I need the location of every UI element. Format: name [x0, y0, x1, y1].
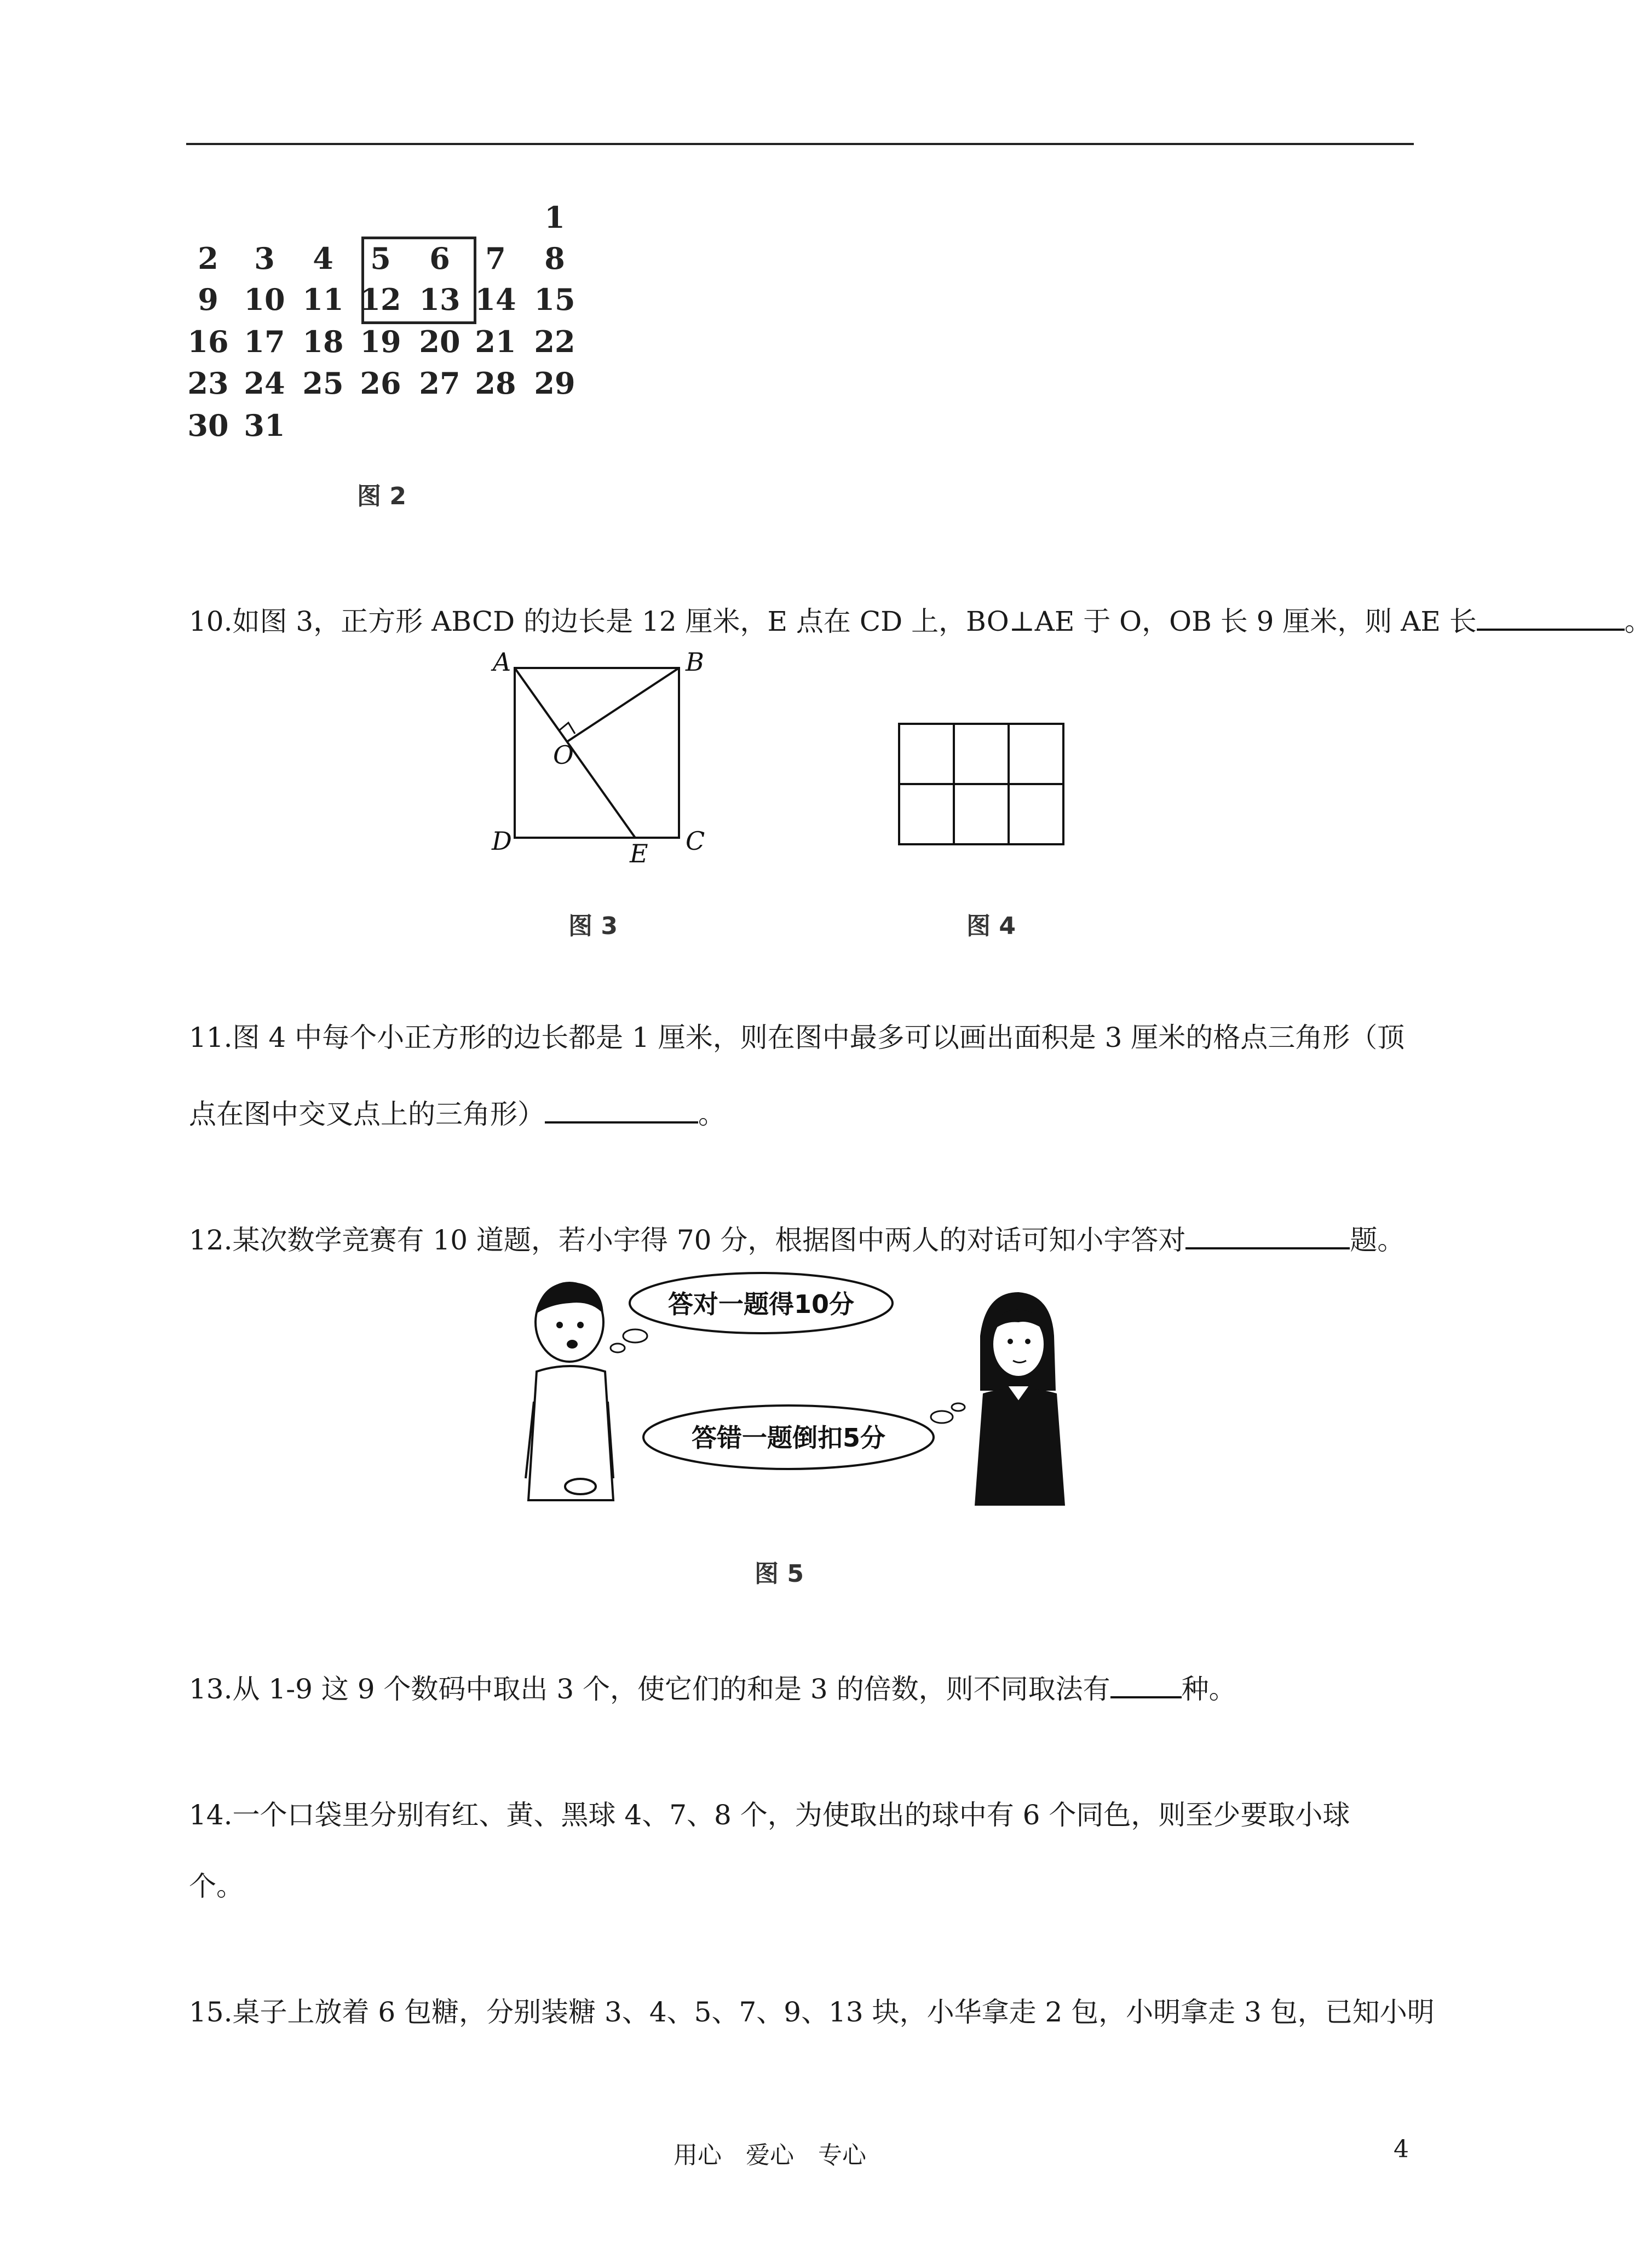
calendar-day: 27	[419, 366, 461, 401]
label-E: E	[630, 839, 648, 868]
figure-3-diagram	[482, 647, 712, 871]
calendar-day: 29	[534, 366, 575, 401]
calendar-day: 15	[534, 282, 575, 317]
bubble-2-text: 答错一题倒扣5分	[691, 1423, 886, 1453]
label-B: B	[686, 647, 704, 677]
calendar-highlight-box	[361, 237, 476, 324]
calendar-day: 24	[244, 366, 285, 401]
question-10	[189, 591, 1652, 652]
calendar-day: 22	[534, 324, 575, 359]
calendar-day: 16	[187, 324, 229, 359]
calendar-day: 25	[302, 366, 344, 401]
question-11-line-2-text: 点在图中交叉点上的三角形）	[189, 1098, 545, 1130]
calendar-day: 7	[485, 241, 506, 276]
question-15-line-1: 15.桌子上放着 6 包糖，分别装糖 3、4、5、7、9、13 块，小华拿走 2 包，小明拿走 3 包，已知小明	[189, 1996, 1435, 2028]
question-13-end: 种。	[1181, 1673, 1236, 1705]
calendar-day: 17	[244, 324, 285, 359]
figure-5-caption: 图 5	[755, 1560, 804, 1588]
figure-4-grid	[898, 723, 1068, 849]
calendar-day: 6	[429, 241, 450, 276]
calendar-day: 31	[244, 408, 285, 443]
question-13	[189, 1659, 1236, 1719]
question-14-line-2: 个。	[189, 1870, 244, 1902]
calendar-day: 4	[313, 241, 333, 276]
label-C: C	[686, 826, 705, 856]
calendar-day: 28	[475, 366, 516, 401]
calendar-day: 19	[360, 324, 401, 359]
calendar-day: 10	[244, 282, 285, 317]
question-12-text: 12.某次数学竞赛有 10 道题，若小宇得 70 分，根据图中两人的对话可知小宇答对	[189, 1224, 1186, 1256]
label-D: D	[492, 826, 512, 856]
calendar-day: 8	[544, 241, 565, 276]
header-rule	[186, 143, 1414, 145]
question-11-blank[interactable]	[545, 1099, 698, 1124]
label-O: O	[553, 740, 574, 770]
question-10-blank[interactable]	[1477, 607, 1625, 631]
calendar-day: 9	[198, 282, 218, 317]
question-11-line-1: 11.图 4 中每个小正方形的边长都是 1 厘米，则在图中最多可以画出面积是 3 厘米的格点三角形（顶	[189, 1022, 1405, 1053]
question-12	[189, 1210, 1405, 1270]
figure-2-caption: 图 2	[357, 482, 406, 510]
question-12-end: 题。	[1350, 1224, 1405, 1256]
bubble-1-text: 答对一题得10分	[667, 1289, 855, 1319]
question-10-text: 10.如图 3，正方形 ABCD 的边长是 12 厘米，E 点在 CD 上，BO⊥AE 于 O，OB 长 9 厘米，则 AE 长	[189, 606, 1477, 637]
page-number: 4	[1394, 2135, 1409, 2163]
question-14-line-1: 14.一个口袋里分别有红、黄、黑球 4、7、8 个，为使取出的球中有 6 个同色，则至少要取小球	[189, 1799, 1350, 1831]
label-A: A	[493, 647, 511, 677]
calendar-day: 26	[360, 366, 401, 401]
figure-5-illustration	[504, 1270, 1106, 1522]
speech-bubble-2	[643, 1403, 965, 1469]
calendar-day: 23	[187, 366, 229, 401]
figure-3-caption: 图 3	[568, 912, 618, 940]
figure-4-caption: 图 4	[966, 912, 1016, 940]
calendar-day: 30	[187, 408, 229, 443]
calendar-day: 12	[360, 282, 401, 317]
question-11-line-2	[189, 1084, 726, 1144]
question-12-blank[interactable]	[1185, 1225, 1350, 1249]
calendar-day: 3	[254, 241, 275, 276]
question-13-blank[interactable]	[1110, 1674, 1182, 1698]
calendar-day: 11	[302, 282, 344, 317]
girl-figure	[975, 1292, 1065, 1506]
footer-motto: 用心 爱心 专心	[674, 2141, 866, 2169]
question-13-text: 13.从 1-9 这 9 个数码中取出 3 个，使它们的和是 3 的倍数，则不同取法有	[189, 1673, 1110, 1705]
speech-bubble-1	[611, 1273, 893, 1352]
calendar-day: 14	[475, 282, 516, 317]
calendar-day: 1	[544, 200, 565, 235]
calendar-day: 18	[302, 324, 344, 359]
question-10-end: 。	[1624, 606, 1652, 637]
question-11-end: 。	[698, 1098, 726, 1130]
boy-figure	[526, 1282, 613, 1500]
calendar-day: 2	[198, 241, 218, 276]
calendar-day: 13	[419, 282, 461, 317]
calendar-day: 20	[419, 324, 461, 359]
calendar-day: 5	[370, 241, 391, 276]
calendar-day: 21	[475, 324, 516, 359]
